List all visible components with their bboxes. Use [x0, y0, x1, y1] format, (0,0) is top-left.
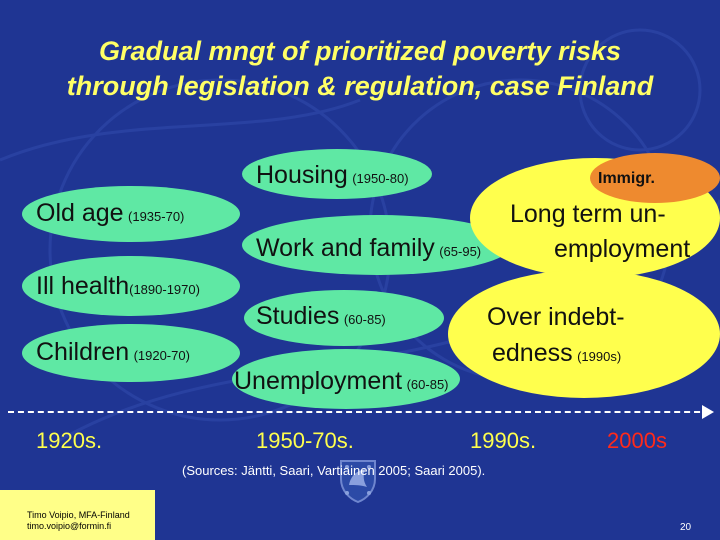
label-immigration: Immigr. [598, 170, 655, 187]
label-indebtedness-line1: Over indebt- [487, 303, 625, 331]
label-ill-health: Ill health(1890-1970) [36, 272, 200, 300]
label-long-term-line1: Long term un- [510, 200, 666, 228]
footer-author [27, 510, 130, 532]
label-children: Children (1920-70) [36, 338, 190, 366]
label-housing: Housing (1950-80) [256, 161, 409, 189]
timeline-tick-2000s: 2000s [607, 428, 667, 453]
label-old-age: Old age (1935-70) [36, 199, 185, 227]
page-number: 20 [680, 522, 692, 533]
timeline-arrow-icon [702, 405, 714, 419]
title-line-2: through legislation & regulation, case Finland [66, 71, 654, 101]
timeline-axis [8, 411, 710, 413]
slide-title [0, 34, 720, 104]
label-studies: Studies (60-85) [256, 302, 386, 330]
title-line-1: Gradual mngt of prioritized poverty risks [98, 36, 622, 66]
footer-email: timo.voipio@formin.fi [27, 521, 112, 531]
label-work-family: Work and family (65-95) [256, 234, 482, 262]
label-long-term-line2: employment [554, 235, 691, 263]
timeline-tick-1920s: 1920s. [36, 428, 103, 453]
sources-note: (Sources: Jäntti, Saari, Vartiainen 2005; Saari 2005). [182, 463, 486, 478]
timeline-tick-1990s: 1990s. [470, 428, 537, 453]
footer-name: Timo Voipio, MFA-Finland [27, 510, 130, 520]
label-unemployment: Unemployment (60-85) [234, 367, 449, 395]
risk-ellipse-over-indebtedness [448, 270, 720, 398]
label-indebtedness-line2: edness (1990s) [492, 339, 622, 367]
timeline-tick-1950-70s: 1950-70s. [256, 428, 354, 453]
